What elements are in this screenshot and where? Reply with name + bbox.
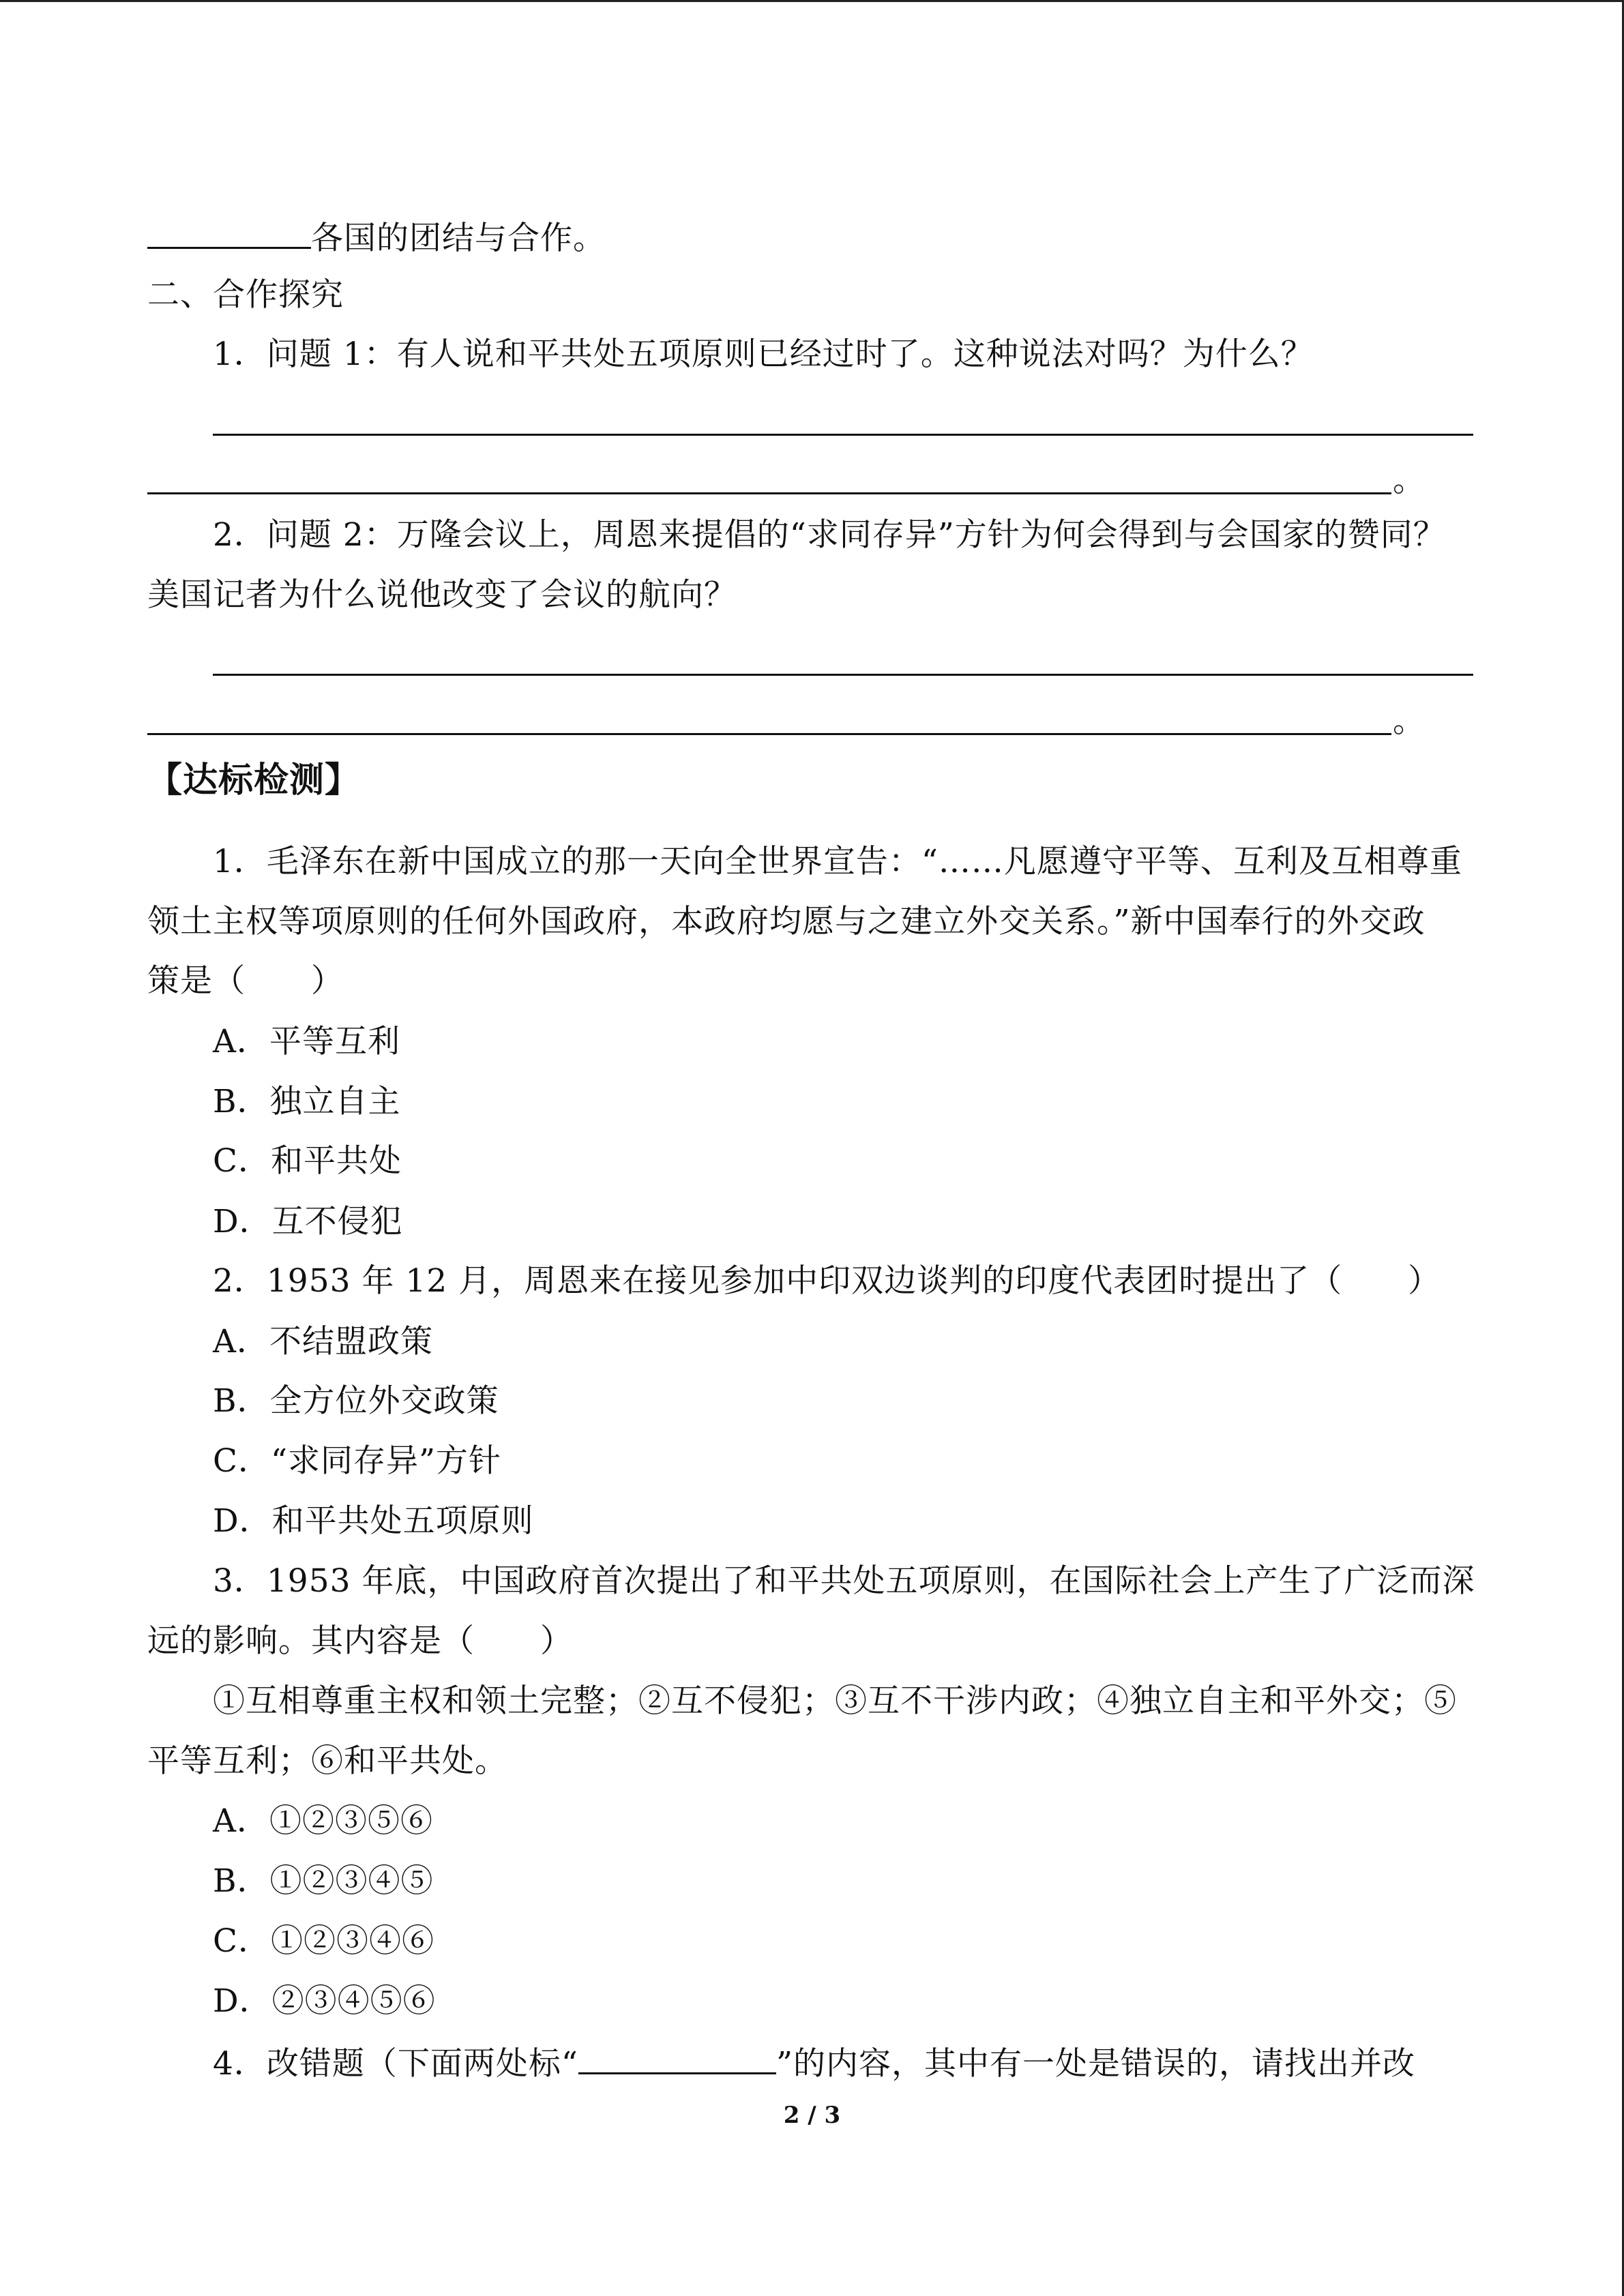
q4-stem-pre: 4．改错题（下面两处标“ xyxy=(213,2045,578,2083)
q4-marked-blank xyxy=(578,2042,776,2074)
section-heading-assessment: 【达标检测】 xyxy=(147,760,361,801)
answer-line-2-end: 。 xyxy=(1393,702,1426,740)
mc2-option-d[interactable]: D．和平共处五项原则 xyxy=(213,1502,534,1540)
question-2-text-b: 美国记者为什么说他改变了会议的航向？ xyxy=(147,576,737,614)
mc2-option-a[interactable]: A．不结盟政策 xyxy=(213,1323,433,1360)
mc3-stem-a: 3．1953 年底，中国政府首次提出了和平共处五项原则，在国际社会上产生了广泛而深 xyxy=(213,1562,1475,1600)
heading-cooperative-inquiry: 二、合作探究 xyxy=(147,276,344,314)
fill-blank[interactable] xyxy=(147,217,311,249)
mc3-option-d[interactable]: D．②③④⑤⑥ xyxy=(213,1982,436,2020)
question-2-text-a: 2．问题 2：万隆会议上，周恩来提倡的“求同存异”方针为何会得到与会国家的赞同？ xyxy=(213,516,1446,554)
q4-stem xyxy=(213,2042,1415,2083)
page-border-top xyxy=(0,0,1624,2)
question-1-text: 1．问题 1：有人说和平共处五项原则已经过时了。这种说法对吗？为什么？ xyxy=(213,336,1314,373)
answer-line-2b[interactable] xyxy=(147,733,1391,735)
mc2-option-b[interactable]: B．全方位外交政策 xyxy=(213,1382,499,1420)
text-unity: 各国的团结与合作。 xyxy=(311,220,606,257)
mc3-option-c[interactable]: C．①②③④⑥ xyxy=(213,1922,434,1960)
mc1-option-b[interactable]: B．独立自主 xyxy=(213,1083,401,1120)
page-number: 2 / 3 xyxy=(783,2102,841,2129)
mc1-option-d[interactable]: D．互不侵犯 xyxy=(213,1203,403,1240)
mc1-stem-b: 领土主权等项原则的任何外国政府，本政府均愿与之建立外交关系。”新中国奉行的外交政 xyxy=(147,903,1426,940)
mc2-stem: 2．1953 年 12 月，周恩来在接见参加中印双边谈判的印度代表团时提出了（ ） xyxy=(213,1262,1441,1300)
mc3-items-b: 平等互利；⑥和平共处。 xyxy=(147,1742,507,1780)
mc1-option-a[interactable]: A．平等互利 xyxy=(213,1023,400,1060)
mc2-option-c[interactable]: C．“求同存异”方针 xyxy=(213,1442,502,1480)
mc1-stem-a: 1．毛泽东在新中国成立的那一天向全世界宣告：“……凡愿遵守平等、互利及互相尊重 xyxy=(213,843,1462,880)
answer-line-2a[interactable] xyxy=(213,674,1473,676)
answer-line-1b[interactable] xyxy=(147,492,1391,494)
q4-stem-post: ”的内容，其中有一处是错误的，请找出并改 xyxy=(776,2045,1415,2083)
answer-line-1a[interactable] xyxy=(213,434,1473,436)
mc3-option-b[interactable]: B．①②③④⑤ xyxy=(213,1862,434,1900)
answer-line-1-end: 。 xyxy=(1393,462,1426,499)
mc3-option-a[interactable]: A．①②③⑤⑥ xyxy=(213,1802,433,1840)
mc1-option-c[interactable]: C．和平共处 xyxy=(213,1142,402,1180)
mc3-stem-b: 远的影响。其内容是（ ） xyxy=(147,1622,573,1660)
mc1-stem-c: 策是（ ） xyxy=(147,962,344,1000)
mc3-items-a: ①互相尊重主权和领土完整；②互不侵犯；③互不干涉内政；④独立自主和平外交；⑤ xyxy=(213,1682,1457,1720)
text-line-unity xyxy=(147,217,606,258)
